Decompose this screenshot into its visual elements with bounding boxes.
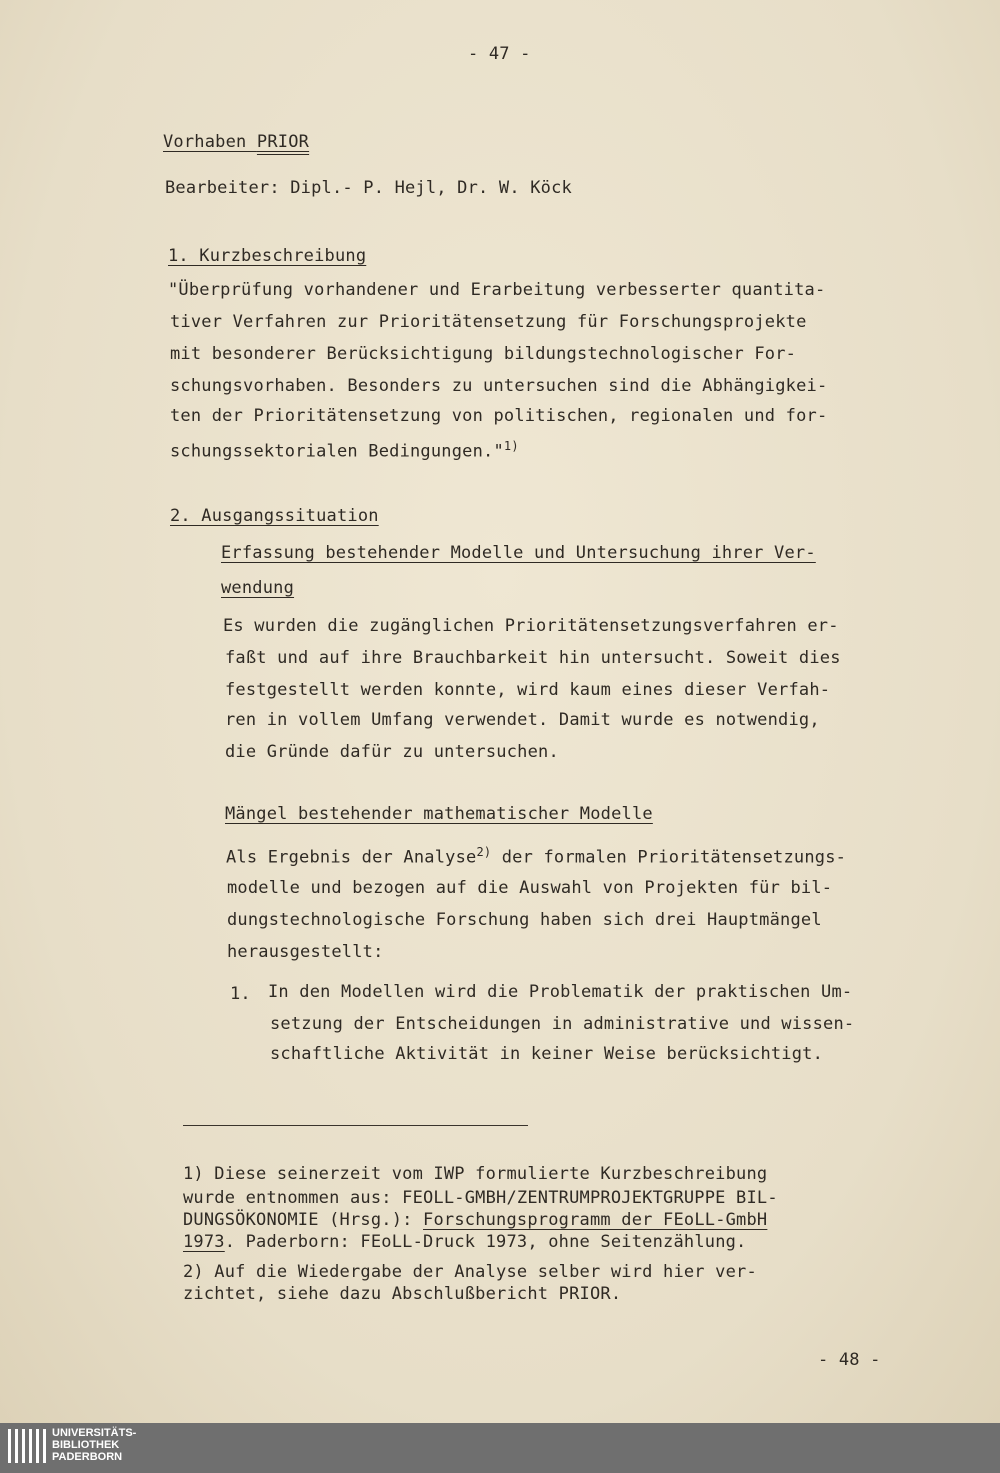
- footnote-separator: [183, 1125, 528, 1126]
- para1-line: festgestellt werden konnte, wird kaum eines dieser Verfah-: [225, 680, 831, 700]
- footnote1-line3: [183, 1212, 767, 1229]
- authors-line: Bearbeiter: Dipl.- P. Hejl, Dr. W. Köck: [165, 178, 572, 198]
- footnote-mark-1: 1): [503, 439, 519, 453]
- footnote-mark-2: 2): [476, 845, 492, 859]
- subheading-erfassung: Erfassung bestehender Modelle und Untersuchung ihrer Ver-: [221, 543, 816, 563]
- para1-line: faßt und auf ihre Brauchbarkeit hin untersucht. Soweit dies: [225, 648, 841, 668]
- project-heading: [163, 134, 309, 151]
- footnote2-line: 2) Auf die Wiedergabe der Analyse selber wird hier ver-: [183, 1262, 757, 1282]
- para2-text-b: der formalen Prioritätensetzungs-: [491, 847, 847, 868]
- section1-line: mit besonderer Berücksichtigung bildungstechnologischer For-: [170, 344, 797, 364]
- section1-line: schungssektorialen Bedingungen.": [170, 441, 504, 462]
- section1-heading: 1. Kurzbeschreibung: [168, 246, 367, 266]
- para1-line: die Gründe dafür zu untersuchen.: [225, 742, 559, 762]
- footnote1-line: wurde entnommen aus: FEOLL-GMBH/ZENTRUMPROJEKTGRUPPE BIL-: [183, 1188, 778, 1208]
- para1-line: Es wurden die zugänglichen Prioritätensetzungsverfahren er-: [223, 616, 839, 636]
- subheading-erfassung-cont: wendung: [221, 578, 295, 598]
- footnote1-title: Forschungsprogramm der FEoLL-GmbH: [423, 1210, 768, 1230]
- footnote1-text: . Paderborn: FEoLL-Druck 1973, ohne Seitenzählung.: [224, 1232, 747, 1252]
- section1-line: "Überprüfung vorhandener und Erarbeitung verbesserter quantita-: [168, 280, 826, 300]
- project-heading-prefix: Vorhaben: [163, 132, 257, 152]
- footnote1-text: DUNGSÖKONOMIE (Hrsg.):: [183, 1210, 424, 1230]
- footnote2-line: zichtet, siehe dazu Abschlußbericht PRIOR.: [183, 1284, 622, 1304]
- section2-heading: 2. Ausgangssituation: [170, 506, 379, 526]
- item1-line: setzung der Entscheidungen in administrative und wissen-: [270, 1014, 855, 1034]
- para1-line: ren in vollem Umfang verwendet. Damit wurde es notwendig,: [225, 710, 820, 730]
- page-number-top: - 47 -: [468, 44, 531, 64]
- item1-number: 1.: [230, 984, 251, 1004]
- footnote1-line4: [183, 1234, 747, 1251]
- section1-line: ten der Prioritätensetzung von politischen, regionalen und for-: [170, 406, 828, 426]
- page-number-bottom: - 48 -: [818, 1350, 881, 1370]
- project-heading-name: PRIOR: [256, 132, 310, 152]
- subheading-maengel: Mängel bestehender mathematischer Modelle: [225, 804, 653, 824]
- item1-line: schaftliche Aktivität in keiner Weise berücksichtigt.: [270, 1044, 824, 1064]
- section1-last-line: [170, 440, 519, 461]
- library-footer-bar: [0, 1423, 1000, 1473]
- para2-text-a: Als Ergebnis der Analyse: [226, 847, 477, 868]
- library-logo-icon: [6, 1429, 46, 1467]
- section1-line: schungsvorhaben. Besonders zu untersuchen sind die Abhängigkei-: [170, 376, 828, 396]
- library-logo-line: BIBLIOTHEK: [52, 1439, 120, 1451]
- library-logo-line: UNIVERSITÄTS-: [52, 1427, 137, 1439]
- section1-line: tiver Verfahren zur Prioritätensetzung für Forschungsprojekte: [170, 312, 807, 332]
- item1-line: In den Modellen wird die Problematik der praktischen Um-: [268, 982, 853, 1002]
- footnote1-line: 1) Diese seinerzeit vom IWP formulierte Kurzbeschreibung: [183, 1164, 768, 1184]
- footnote1-title-year: 1973: [183, 1232, 225, 1252]
- para2-line: modelle und bezogen auf die Auswahl von Projekten für bil-: [227, 878, 833, 898]
- library-logo-line: PADERBORN: [52, 1451, 123, 1463]
- library-logo-text: [52, 1427, 136, 1463]
- para2-first-line: [226, 846, 846, 867]
- para2-line: herausgestellt:: [227, 942, 384, 962]
- para2-line: dungstechnologische Forschung haben sich drei Hauptmängel: [227, 910, 822, 930]
